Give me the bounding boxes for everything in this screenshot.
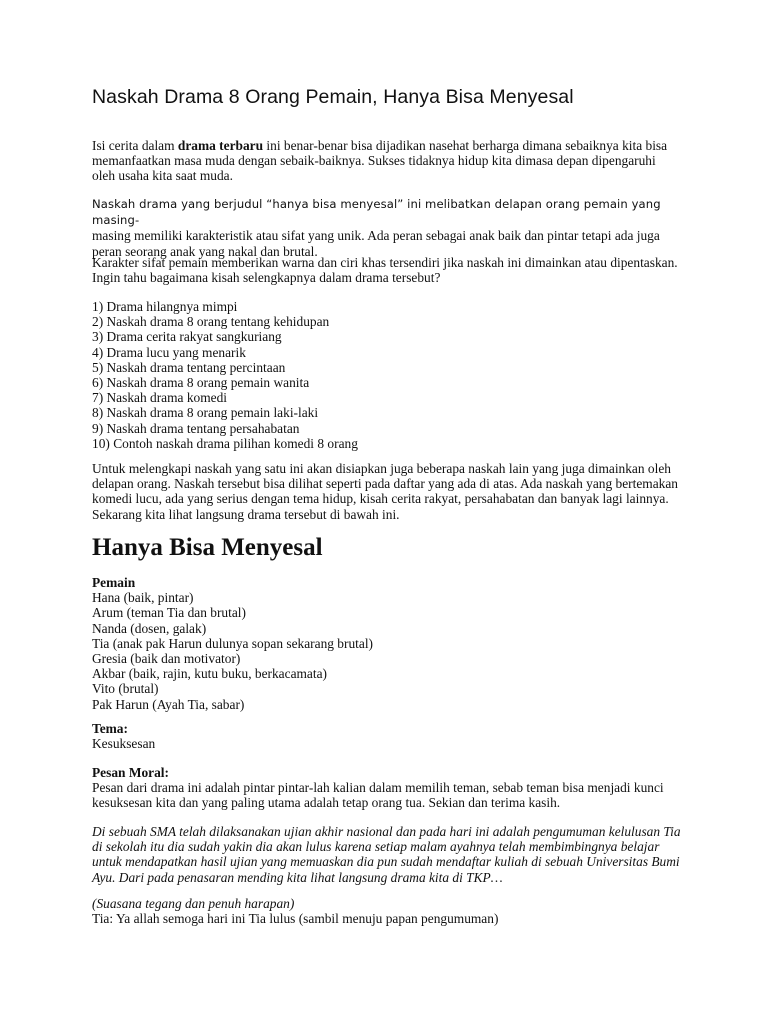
cast-item: Nanda (dosen, galak) bbox=[92, 620, 207, 636]
dialogue-line: Tia: Ya allah semoga hari ini Tia lulus (sambil menuju papan pengumuman) bbox=[92, 911, 499, 927]
theme-section bbox=[92, 721, 682, 751]
cast-item: Gresia (baik dan motivator) bbox=[92, 651, 241, 667]
page-title: Naskah Drama 8 Orang Pemain, Hanya Bisa Menyesal bbox=[92, 86, 574, 108]
intro-paragraph-1 bbox=[92, 138, 682, 184]
cast-heading: Pemain bbox=[92, 575, 136, 590]
cast-item: Arum (teman Tia dan brutal) bbox=[92, 605, 246, 621]
intro-text: Isi cerita dalam bbox=[92, 138, 178, 153]
list-item: 5) Naskah drama tentang percintaan bbox=[92, 359, 286, 375]
cast-item: Tia (anak pak Harun dulunya sopan sekarang brutal) bbox=[92, 635, 374, 651]
list-item: 9) Naskah drama tentang persahabatan bbox=[92, 420, 300, 436]
scene-section bbox=[92, 896, 682, 926]
list-item: 3) Drama cerita rakyat sangkuriang bbox=[92, 329, 282, 345]
list-item: 4) Drama lucu yang menarik bbox=[92, 344, 246, 360]
intro-text: ini benar-benar bisa dijadikan nasehat berharga dimana sebaiknya kita bisa memanfaatkan masa muda dengan sebaik-baiknya. Sukses tidaknya hidup kita dimasa depan dipengaruhi oleh usaha kita saat muda. bbox=[92, 138, 668, 184]
intro-text-sans: Naskah drama yang berjudul “hanya bisa menyesal” ini melibatkan delapan orang pemain yang masing- bbox=[92, 197, 661, 228]
theme-heading: Tema: bbox=[92, 721, 128, 736]
cast-item: Pak Harun (Ayah Tia, sabar) bbox=[92, 696, 245, 712]
narration-paragraph: Di sebuah SMA telah dilaksanakan ujian akhir nasional dan pada hari ini adalah pengumuman kelulusan Tia di sekolah itu dia sudah yakin dia akan lulus karena setiap malam ayahnya telah membimbingnya belajar untuk mendapatkan hasil ujian yang memuaskan dia pun sudah mendaftar kuliah di sebuah Universitas Bumi Ayu. Dari pada penasaran mending kita lihat langsung drama kita di TKP… bbox=[92, 824, 681, 885]
intro-paragraph-2 bbox=[92, 196, 682, 259]
related-list bbox=[92, 299, 682, 451]
moral-section bbox=[92, 765, 682, 811]
list-item: 2) Naskah drama 8 orang tentang kehidupan bbox=[92, 314, 330, 330]
cast-list bbox=[92, 590, 682, 712]
cast-item: Hana (baik, pintar) bbox=[92, 590, 194, 606]
list-item: 6) Naskah drama 8 orang pemain wanita bbox=[92, 375, 310, 391]
cast-item: Akbar (baik, rajin, kutu buku, berkacamata) bbox=[92, 666, 327, 682]
list-item: 7) Naskah drama komedi bbox=[92, 390, 227, 406]
list-item: 8) Naskah drama 8 orang pemain laki-laki bbox=[92, 405, 319, 421]
section-title: Hanya Bisa Menyesal bbox=[92, 534, 323, 561]
stage-direction: (Suasana tegang dan penuh harapan) bbox=[92, 896, 295, 911]
moral-value: Pesan dari drama ini adalah pintar pintar-lah kalian dalam memilih teman, sebab teman bisa menjadi kunci kesuksesan kita dan yang paling utama adalah tetap orang tua. Sekian dan terima kasih. bbox=[92, 780, 664, 811]
moral-heading: Pesan Moral: bbox=[92, 765, 169, 780]
cast-item: Vito (brutal) bbox=[92, 681, 159, 697]
intro-text: masing memiliki karakteristik atau sifat yang unik. Ada peran sebagai anak baik dan pintar tetapi ada juga peran seorang anak yang nakal dan brutal. bbox=[92, 228, 660, 259]
list-item: 1) Drama hilangnya mimpi bbox=[92, 299, 238, 314]
theme-value: Kesuksesan bbox=[92, 736, 156, 752]
paragraph-4: Untuk melengkapi naskah yang satu ini akan disiapkan juga beberapa naskah lain yang juga dimainkan oleh delapan orang. Naskah tersebut bisa dilihat seperti pada daftar yang ada di atas. Ada naskah yang bertemakan komedi lucu, ada yang serius dengan tema hidup, kisah cerita rakyat, persahabatan dan banyak lagi lainnya. Sekarang kita lihat langsung drama tersebut di bawah ini. bbox=[92, 461, 678, 522]
bold-link-text: drama terbaru bbox=[177, 138, 264, 153]
intro-paragraph-3: Karakter sifat pemain memberikan warna dan ciri khas tersendiri jika naskah ini dimainkan atau dipentaskan. Ingin tahu bagaimana kisah selengkapnya dalam drama tersebut? bbox=[92, 255, 678, 286]
cast-section bbox=[92, 575, 682, 712]
list-item: 10) Contoh naskah drama pilihan komedi 8 orang bbox=[92, 435, 358, 451]
